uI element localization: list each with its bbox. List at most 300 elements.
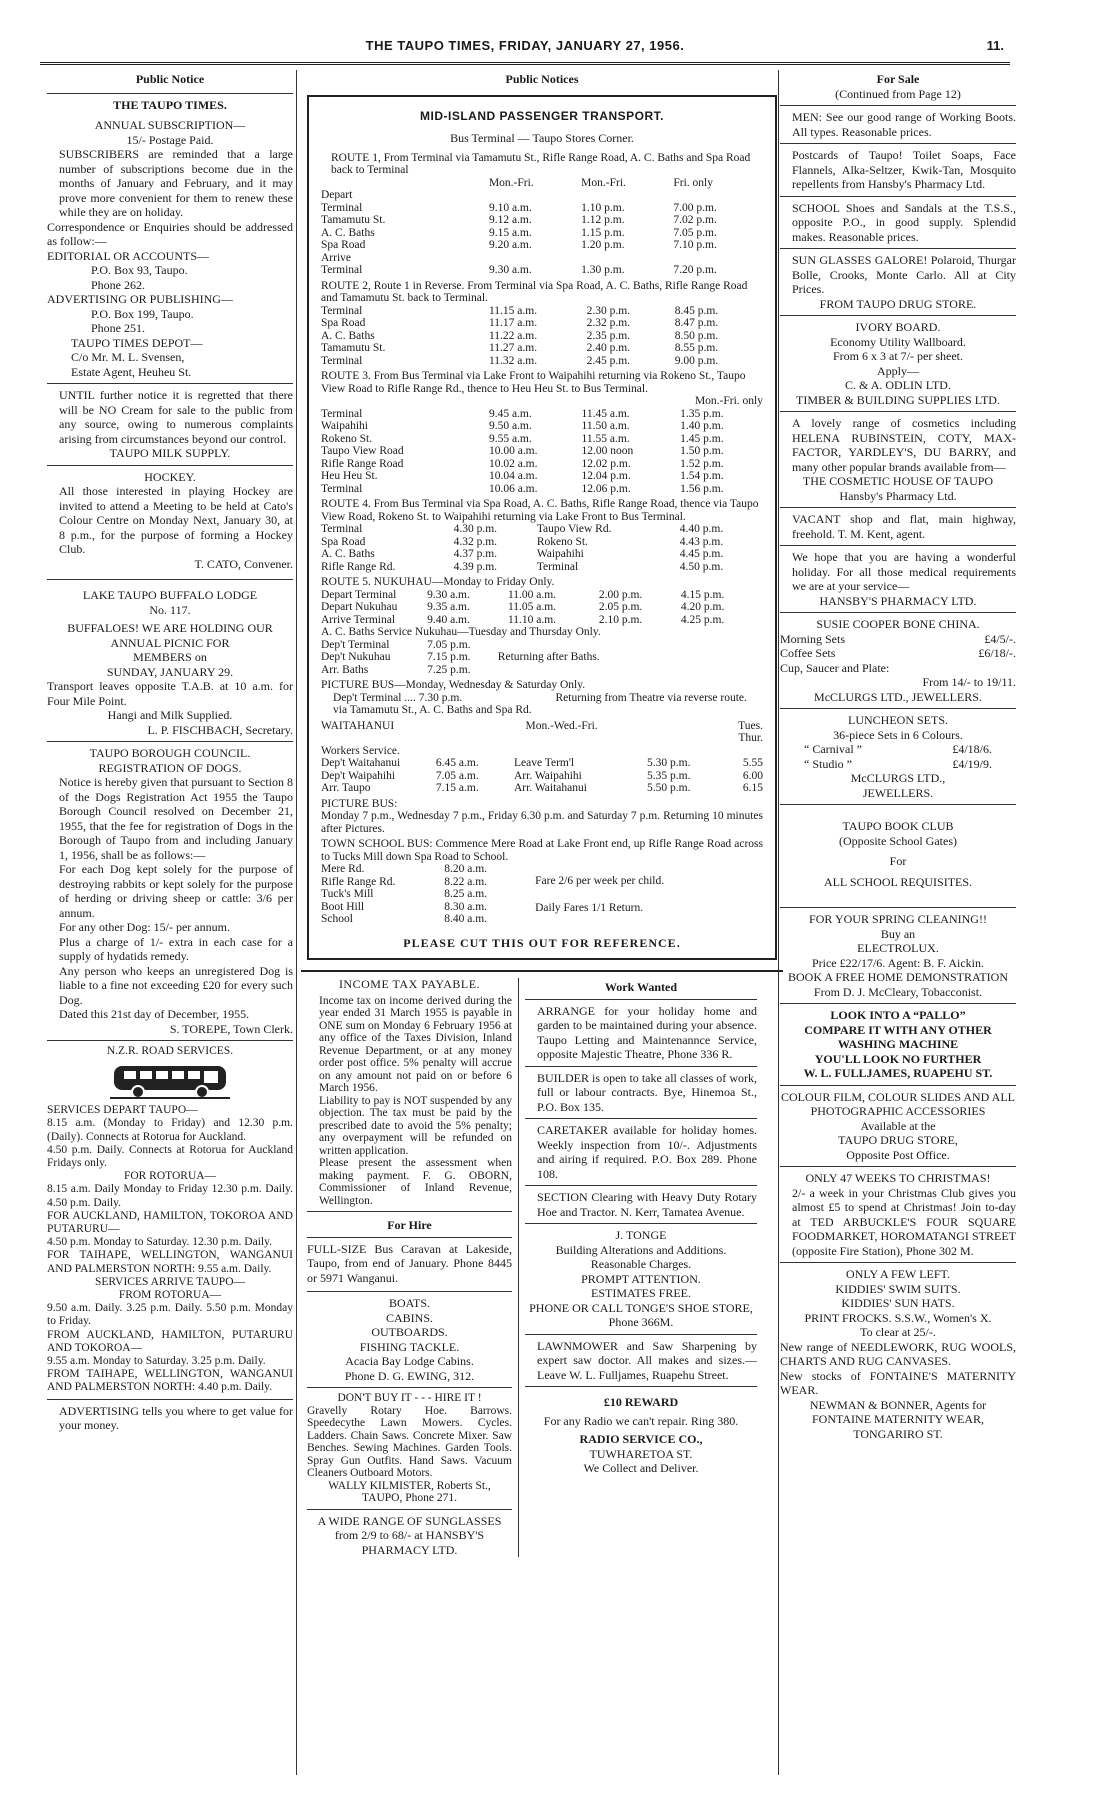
- stop-time: 7.25 p.m.: [427, 663, 471, 676]
- hire-it-sign: WALLY KILMISTER, Roberts St., TAUPO, Phone 271.: [328, 1479, 491, 1504]
- timetable-mid-island-transport: [307, 95, 777, 961]
- stop-name: Heu Heu St.: [321, 470, 378, 482]
- ivory-title: IVORY BOARD.: [855, 320, 941, 334]
- table-row: [321, 483, 763, 496]
- waitahanui-table: [321, 757, 763, 795]
- radio-service-address: TUWHARETOA ST.: [589, 1446, 693, 1461]
- route-2-head: ROUTE 2, Route 1 in Reverse. From Terminal via Spa Road, A. C. Baths, Rifle Range Road and Tamamutu St. back to Terminal.: [321, 279, 748, 304]
- stop-time: 5.50 p.m.: [647, 782, 691, 794]
- tonge-line-5: PHONE OR CALL TONGE'S SHOE STORE, Phone 366M.: [529, 1300, 753, 1329]
- pharmacy-body: We hope that you are having a wonderful holiday. For all those medical requirements we are at your service—: [792, 550, 1016, 593]
- notice-hockey: [47, 465, 293, 572]
- nzr-depart-2: 4.50 p.m. Daily. Connects at Rotorua for Auckland Fridays only.: [47, 1143, 293, 1170]
- buffalo-body: Transport leaves opposite T.A.B. at 10 a.m. for Four Mile Point.: [47, 679, 293, 708]
- notice-income-tax: [307, 978, 512, 1207]
- subscription-head: ANNUAL SUBSCRIPTION—: [94, 118, 246, 132]
- table-row: [321, 757, 763, 770]
- film-line-4: TAUPO DRUG STORE,: [838, 1133, 958, 1147]
- stop-time: 6.45 a.m.: [435, 757, 479, 769]
- electrolux-line-4: Price £22/17/6. Agent: B. F. Aickin.: [811, 955, 985, 970]
- route-3-head: ROUTE 3. From Bus Terminal via Lake Front to Waipahihi returning via Rokeno St., Taupo View Road to Rifle Range Rd., thence to Heu Heu St. to Bus Terminal.: [321, 370, 746, 395]
- bus-terminal: Bus Terminal — Taupo Stores Corner.: [450, 131, 634, 145]
- picture-bus-return: Returning from Theatre via reverse route.: [555, 691, 747, 704]
- stop-name: Tamamutu St.: [321, 214, 386, 226]
- sub-column-left: [301, 978, 519, 1557]
- nzr-from-auckland-times: 9.55 a.m. Monday to Saturday. 3.25 p.m. Daily.: [47, 1355, 266, 1368]
- sunglasses-body: SUN GLASSES GALORE! Polaroid, Thurgar Bolle, Crooks, Monte Carlo. All at City Prices.: [792, 253, 1016, 296]
- susie-cup: Cup, Saucer and Plate:: [780, 660, 890, 675]
- stop-name: Terminal: [321, 523, 363, 535]
- stop-name: School: [321, 913, 353, 925]
- stop-time: 10.00 a.m.: [488, 445, 538, 457]
- nzr-for-taihape: FOR TAIHAPE, WELLINGTON, WANGANUI AND PALMERSTON NORTH: 9.55 a.m. Daily.: [47, 1249, 293, 1275]
- list-item: [780, 757, 1016, 772]
- list-item: [780, 632, 1016, 647]
- ivory-line-5: TIMBER & BUILDING SUPPLIES LTD.: [796, 392, 1000, 407]
- advertising-head: ADVERTISING OR PUBLISHING—: [47, 292, 233, 306]
- section-header-for-sale: For Sale: [876, 72, 920, 86]
- list-item: [780, 742, 1016, 757]
- stop-time: 6.00: [742, 769, 763, 782]
- nzr-from-rotorua: FROM ROTORUA—: [118, 1289, 222, 1302]
- stop-name: Rifle Range Road: [321, 457, 404, 470]
- column-for-sale: [780, 70, 1016, 1770]
- stop-time: 12.02 p.m.: [581, 457, 631, 470]
- christmas-title: ONLY 47 WEEKS TO CHRISTMAS!: [805, 1171, 991, 1185]
- stop-time: 4.30 p.m.: [453, 523, 498, 535]
- cosmetics-ad: [780, 411, 1016, 503]
- stop-time: 9.00 p.m.: [674, 354, 719, 367]
- school-bus-table: [321, 863, 515, 926]
- nzr-from-taihape: FROM TAIHAPE, WELLINGTON, WANGANUI AND PALMERSTON NORTH: 4.40 p.m. Daily.: [47, 1368, 293, 1394]
- stop-time: 5.35 p.m.: [647, 769, 691, 782]
- stop-time: 8.50 p.m.: [674, 329, 719, 342]
- stop-name: A. C. Baths: [321, 226, 375, 239]
- tonge-line-4: ESTIMATES FREE.: [590, 1286, 691, 1300]
- route-5-head: ROUTE 5. NUKUHAU—Monday to Friday Only.: [321, 576, 555, 588]
- stop-time: 4.32 p.m.: [453, 535, 498, 548]
- section-clearing-ad: SECTION Clearing with Heavy Duty Rotary Hoe and Tractor. N. Kerr, Tamatea Avenue.: [525, 1185, 757, 1219]
- cosmetics-sign-2: Hansby's Pharmacy Ltd.: [839, 488, 957, 503]
- notice-dog-registration: [47, 741, 293, 1036]
- stop-time: 8.25 a.m.: [444, 888, 488, 900]
- masthead: [40, 34, 1010, 60]
- stop-time: 5.30 p.m.: [647, 757, 691, 769]
- christmas-body: 2/- a week in your Christmas Club gives you almost £5 to spend at Christmas! Join to-day at TED ARBUCKLE'S FOUR SQUARE FOODMARKET, HOROMATANGI STREET (opposite Fire Station), Phone 302 M.: [792, 1185, 1016, 1258]
- stop-time: 10.04 a.m.: [488, 470, 538, 482]
- stop-name: Terminal: [321, 354, 363, 367]
- stop-time: 12.00 noon: [581, 445, 634, 457]
- sunglasses-galore-ad: [780, 248, 1016, 311]
- stop-name: Depart Nukuhau: [321, 601, 398, 613]
- stop-time: 6.15: [742, 782, 763, 794]
- buffalo-sign: L. P. FISCHBACH, Secretary.: [147, 722, 293, 737]
- susie-from: From 14/- to 19/11.: [922, 675, 1016, 689]
- table-row: [321, 355, 763, 368]
- school-bus-head: TOWN SCHOOL BUS: Commence Mere Road at Lake Front end, up Rifle Range Road across to Tucks Mill down Spa Road to School.: [321, 838, 763, 863]
- stop-time: 8.40 a.m.: [444, 913, 488, 925]
- stop-time: 4.40 p.m.: [679, 523, 724, 535]
- colour-film-ad: [780, 1085, 1016, 1163]
- stop-name: Terminal: [321, 407, 363, 420]
- table-row: [321, 863, 515, 876]
- masthead-rule: [40, 62, 1010, 65]
- book-club-ad: [780, 804, 1016, 903]
- timetable-title: MID-ISLAND PASSENGER TRANSPORT.: [420, 108, 664, 123]
- reward-title: £10 REWARD: [603, 1395, 679, 1409]
- hire-it-title: DON'T BUY IT - - - HIRE IT !: [337, 1392, 482, 1404]
- stop-time: 2.30 p.m.: [586, 304, 631, 317]
- electrolux-line-3: ELECTROLUX.: [857, 941, 939, 955]
- stop-time: 11.55 a.m.: [581, 432, 630, 445]
- film-line-3: Available at the: [860, 1118, 936, 1133]
- subscription-body: SUBSCRIBERS are reminded that a large number of subscriptions become due in the months of January and February, and it may prove more convenient for them to renew these while they are on holiday.: [59, 147, 293, 219]
- book-line-1: (Opposite School Gates): [839, 833, 957, 848]
- table-row: [321, 601, 763, 614]
- editorial-phone: Phone 262.: [91, 277, 145, 292]
- book-line-3: ALL SCHOOL REQUISITES.: [823, 874, 973, 889]
- ewing-phone: Phone D. G. EWING, 312.: [344, 1368, 475, 1383]
- stop-name: Depart Terminal: [321, 588, 397, 601]
- table-row: [321, 252, 763, 265]
- table-row: [321, 548, 763, 561]
- picture-bus-2-body: Monday 7 p.m., Wednesday 7 p.m., Friday 6.30 p.m. and Saturday 7 p.m. Returning 10 minutes after Pictures.: [321, 810, 763, 835]
- hire-it-body: Gravelly Rotary Hoe. Barrows. Speedecythe Lawn Mowers. Cycles. Ladders. Chain Saws. Concrete Mixer. Saw Benches. Sewing Machines. Garden Tools. Spray Gun Outfits. Hand Saws. Vacuum Cleaners Outboard Motors.: [307, 1404, 512, 1479]
- stop-name: Boot Hill: [321, 900, 365, 913]
- advertising-phone: Phone 251.: [91, 321, 145, 335]
- electrolux-line-2: Buy an: [880, 926, 916, 941]
- buffalo-title: LAKE TAUPO BUFFALO LODGE: [82, 588, 258, 602]
- stop-time: 8.45 p.m.: [674, 304, 719, 317]
- men-boots-ad: MEN: See our good range of Working Boots. All types. Reasonable prices.: [780, 105, 1016, 139]
- milk-sign: TAUPO MILK SUPPLY.: [109, 446, 231, 460]
- waitahanui-days-2: Tues. Thur.: [738, 719, 763, 744]
- picture-bus-head: PICTURE BUS—Monday, Wednesday & Saturday Only.: [321, 679, 586, 691]
- table-row: [321, 913, 515, 926]
- editorial-box: P.O. Box 93, Taupo.: [91, 263, 188, 277]
- dogs-para-1: Notice is hereby given that pursuant to Section 8 of the Dogs Registration Act 1955 the Taupo Borough Council resolved on December 21, 1955, that the fee for registration of Dogs in the Borough of Taupo from and including January 1, 1956, shall be as follows:—: [59, 775, 293, 862]
- nzr-rotorua-times: 8.15 a.m. Daily Monday to Friday 12.30 p.m. Daily. 4.50 p.m. Daily.: [47, 1183, 293, 1209]
- boats-line: BOATS.: [388, 1296, 430, 1310]
- left-line-7: New stocks of FONTAINE'S MATERNITY WEAR.: [780, 1368, 1016, 1397]
- stop-time: 8.55 p.m.: [674, 342, 719, 354]
- correspondence-note: Correspondence or Enquiries should be addressed as follow:—: [47, 219, 293, 248]
- buffalo-line-1: BUFFALOES! WE ARE HOLDING OUR ANNUAL PICNIC FOR: [67, 621, 273, 650]
- stop-name: Rifle Range Rd.: [321, 560, 396, 573]
- table-row: [321, 770, 763, 783]
- ivory-line-2: From 6 x 3 at 7/- per sheet.: [833, 349, 963, 363]
- table-row: [321, 614, 763, 627]
- continued-note: (Continued from Page 12): [835, 86, 961, 101]
- table-row: [321, 330, 763, 343]
- arrange-ad: ARRANGE for your holiday home and garden to be maintained during your absence. Taupo Letting and Maintenannce Service, opposite Majestic Theatre, Phone 336 R.: [525, 999, 757, 1062]
- table-row: [321, 264, 763, 277]
- stop-time: 11.17 a.m.: [488, 317, 538, 329]
- bus-icon: [110, 1062, 230, 1100]
- electrolux-line-5: BOOK A FREE HOME DEMONSTRATION: [787, 970, 1008, 984]
- stop-time: 1.10 p.m.: [581, 201, 625, 214]
- item-name: “ Carnival ”: [804, 742, 862, 756]
- page-number: 11.: [986, 38, 1004, 53]
- subscription-price: 15/- Postage Paid.: [126, 132, 214, 147]
- stop-time: 11.05 a.m.: [507, 601, 557, 613]
- milk-body: UNTIL further notice it is regretted that there will be NO Cream for sale to the public from any source, owing to numerous complaints arising from circumstances beyond our control.: [59, 388, 293, 446]
- route-1-col: Mon.-Fri.: [581, 176, 626, 189]
- table-row: [321, 189, 763, 202]
- ivory-line-3: Apply—: [877, 363, 919, 378]
- boats-ad: [307, 1291, 512, 1383]
- masthead-title: THE TAUPO TIMES, FRIDAY, JANUARY 27, 1956.: [365, 38, 685, 53]
- stop-name: Arr. Waitahanui: [513, 782, 587, 794]
- table-row: [321, 561, 763, 574]
- tonge-line-3: PROMPT ATTENTION.: [581, 1271, 701, 1286]
- stop-time: 2.45 p.m.: [586, 354, 631, 367]
- film-line-2: PHOTOGRAPHIC ACCESSORIES: [810, 1104, 986, 1118]
- notice-advertising: [47, 1399, 293, 1433]
- electrolux-line-6: From D. J. McCleary, Tobacconist.: [813, 984, 983, 999]
- stop-time: 1.20 p.m.: [581, 239, 625, 251]
- stop-time: 11.45 a.m.: [581, 407, 630, 420]
- stop-time: 9.45 a.m.: [488, 407, 532, 420]
- stop-name: Taupo View Rd.: [536, 523, 612, 535]
- picture-bus-details: [321, 692, 763, 717]
- table-row: [321, 470, 763, 483]
- school-bus-details: [321, 863, 763, 926]
- stop-time: 11.27 a.m.: [488, 342, 538, 354]
- table-row: [321, 651, 763, 664]
- section-header-public-notices: Public Notices: [505, 72, 579, 86]
- picture-bus-2-head: PICTURE BUS:: [321, 797, 398, 810]
- stop-time: 7.05 p.m.: [673, 226, 717, 239]
- stop-name: Rokeno St.: [321, 432, 373, 445]
- stop-time: 8.20 a.m.: [444, 863, 488, 875]
- picture-bus-depart: Dep't Terminal .... 7.30 p.m.: [333, 691, 463, 704]
- buffalo-line-3: SUNDAY, JANUARY 29.: [106, 664, 234, 679]
- advertising-slogan: ADVERTISING tells you where to get value for your money.: [59, 1403, 293, 1433]
- stop-name: Dep't Waipahihi: [321, 769, 396, 782]
- radio-service-tagline: We Collect and Deliver.: [583, 1461, 699, 1475]
- left-line-8: NEWMAN & BONNER, Agents for FONTAINE MATERNITY WEAR, TONGARIRO ST.: [809, 1397, 987, 1441]
- baths-note: Returning after Baths.: [497, 651, 600, 663]
- section-for-hire: [307, 1211, 512, 1557]
- table-row: [321, 589, 763, 602]
- outboards-line: OUTBOARDS.: [371, 1325, 448, 1339]
- route-1-head: ROUTE 1, From Terminal via Tamamutu St., Rifle Range Road, A. C. Baths and Spa Road back to Terminal: [331, 151, 751, 176]
- stop-name: Rokeno St.: [536, 535, 588, 548]
- table-row: [321, 239, 763, 252]
- stop-name: Spa Road: [321, 317, 366, 329]
- stop-name: Arrive: [321, 251, 352, 264]
- hockey-body: All those interested in playing Hockey are invited to attend a Meeting to be held at Cato's Colour Centre on Monday Next, January 30, at 8 p.m., for the purpose of forming a Hockey Club.: [59, 484, 293, 556]
- left-line-3: KIDDIES' SUN HATS.: [841, 1296, 955, 1310]
- stop-time: 1.50 p.m.: [680, 445, 724, 457]
- luncheon-sets-ad: [780, 708, 1016, 800]
- section-header-for-hire: For Hire: [387, 1218, 432, 1232]
- luncheon-sign: McCLURGS LTD.,: [850, 771, 946, 785]
- route-1-col: Fri. only: [673, 176, 714, 189]
- pallo-line-2: COMPARE IT WITH ANY OTHER: [804, 1022, 992, 1037]
- buffalo-no: No. 117.: [149, 602, 191, 617]
- stop-name: Arr. Baths: [321, 663, 369, 676]
- nzr-title: N.Z.R. ROAD SERVICES.: [106, 1045, 234, 1057]
- route-3-col: Mon.-Fri. only: [694, 395, 763, 407]
- stop-time: 8.22 a.m.: [444, 875, 488, 888]
- stop-time: 2.40 p.m.: [586, 342, 631, 354]
- notice-milk-supply: [47, 383, 293, 461]
- pallo-line-1: LOOK INTO A “PALLO”: [830, 1008, 966, 1022]
- book-line-2: For: [889, 854, 907, 868]
- tax-para-1: Income tax on income derived during the year ended 31 March 1955 is payable in ONE sum on Monday 6 February 1956 at any office of the Taxes Division, Inland Revenue Department, or at any money order post office. 5% penalty will accrue on any amount not paid on or before 6 March 1956.: [319, 994, 512, 1094]
- dogs-para-2: For each Dog kept solely for the purpose of destroying rabbits or kept solely for the purpose of herding or driving sheep or cattle: 3/6 per annum.: [59, 862, 293, 920]
- table-row: [321, 202, 763, 215]
- stop-name: Waipahihi: [321, 420, 368, 432]
- tonge-ad: [525, 1223, 757, 1330]
- stop-name: Taupo View Road: [321, 445, 404, 457]
- school-shoes-ad: SCHOOL Shoes and Sandals at the T.S.S., opposite P.O., in good supply. Splendid makes. Reasonable prices.: [780, 196, 1016, 245]
- book-title: TAUPO BOOK CLUB: [842, 819, 954, 833]
- stop-time: 1.40 p.m.: [680, 420, 724, 432]
- stop-time: 9.50 a.m.: [488, 420, 532, 432]
- stop-name: Leave Term'l: [513, 757, 575, 769]
- buffalo-line-2: MEMBERS on: [133, 650, 207, 664]
- table-row: [321, 901, 515, 914]
- pharmacy-sign: HANSBY'S PHARMACY LTD.: [819, 593, 977, 608]
- cut-out-footer: PLEASE CUT THIS OUT FOR REFERENCE.: [403, 935, 681, 950]
- item-price: £4/5/-.: [984, 631, 1016, 646]
- notice-nzr-road-services: [47, 1040, 293, 1395]
- column-public-notice: [47, 70, 293, 1770]
- column-public-notices: [301, 70, 783, 1770]
- stop-time: 1.54 p.m.: [680, 470, 724, 482]
- table-row: [321, 214, 763, 227]
- stop-name: A. C. Baths: [321, 548, 375, 560]
- depot-line-1: C/o Mr. M. L. Svensen,: [71, 350, 185, 364]
- builder-ad: BUILDER is open to take all classes of work, full or labour contracts. Bye, Hinemoa St., P.O. Box 135.: [525, 1066, 757, 1115]
- acacia-line: Acacia Bay Lodge Cabins.: [345, 1354, 474, 1368]
- newman-bonner-ad: [780, 1262, 1016, 1441]
- stop-time: 10.06 a.m.: [488, 482, 538, 495]
- stop-time: 2.35 p.m.: [586, 329, 631, 342]
- stop-time: 9.40 a.m.: [427, 613, 470, 626]
- baths-service-head: A. C. Baths Service Nukuhau—Tuesday and Thursday Only.: [321, 626, 601, 638]
- dogs-para-4: Plus a charge of 1/- extra in each case for a supply of hydatids remedy.: [59, 934, 293, 963]
- advertising-box: P.O. Box 199, Taupo.: [91, 306, 194, 321]
- table-row: [321, 876, 515, 889]
- tonge-name: J. TONGE: [615, 1228, 667, 1242]
- nzr-from-rotorua-times: 9.50 a.m. Daily. 3.25 p.m. Daily. 5.50 p.m. Monday to Friday.: [47, 1302, 293, 1328]
- dogs-para-5: Any person who keeps an unregistered Dog is liable to a fine not exceeding £20 for every such Dog.: [59, 963, 293, 1007]
- left-line-1: ONLY A FEW LEFT.: [846, 1267, 950, 1281]
- stop-time: 11.50 a.m.: [581, 420, 630, 432]
- table-row: [321, 639, 763, 652]
- stop-name: Terminal: [321, 201, 363, 214]
- stop-time: 7.05 a.m.: [435, 769, 479, 782]
- table-row: [321, 408, 763, 421]
- table-row: [321, 536, 763, 549]
- pallo-line-4: YOU'LL LOOK NO FURTHER: [814, 1051, 982, 1066]
- daily-fare: Daily Fares 1/1 Return.: [535, 901, 644, 914]
- waitahanui-days: Mon.-Wed.-Fri.: [525, 719, 598, 732]
- film-line-1: COLOUR FILM, COLOUR SLIDES AND ALL: [780, 1089, 1015, 1104]
- stop-time: 11.10 a.m.: [507, 613, 557, 626]
- hockey-title: HOCKEY.: [144, 469, 196, 484]
- table-row: [321, 445, 763, 458]
- school-fare: Fare 2/6 per week per child.: [535, 875, 665, 887]
- stop-name: Terminal: [536, 560, 579, 573]
- table-row: [321, 782, 763, 795]
- dogs-sign: S. TOREPE, Town Clerk.: [169, 1021, 293, 1036]
- section-header-work-wanted: Work Wanted: [604, 980, 678, 994]
- section-header-public-notice: Public Notice: [47, 72, 293, 94]
- table-row: [321, 888, 515, 901]
- stop-time: 5.55: [742, 757, 763, 769]
- left-line-4: PRINT FROCKS. S.S.W., Women's X.: [804, 1310, 992, 1325]
- susie-title: SUSIE COOPER BONE CHINA.: [816, 617, 980, 631]
- stop-time: 12.06 p.m.: [581, 482, 631, 495]
- nzr-depart-1: 8.15 a.m. (Monday to Friday) and 12.30 p.m. (Daily). Connects at Rotorua for Auckland.: [47, 1117, 293, 1143]
- stop-name: Terminal: [321, 304, 363, 317]
- waitahanui-workers: Workers Service.: [321, 744, 400, 757]
- notice-title: THE TAUPO TIMES.: [113, 97, 227, 112]
- stop-name: Dep't Nukuhau: [321, 651, 391, 663]
- stop-name: Arrive Terminal: [321, 613, 396, 626]
- editorial-head: EDITORIAL OR ACCOUNTS—: [47, 248, 210, 263]
- stop-name: Tamamutu St.: [321, 342, 386, 354]
- stop-time: 7.10 p.m.: [673, 239, 717, 251]
- ivory-line-4: C. & A. ODLIN LTD.: [845, 378, 951, 392]
- stop-time: 7.15 p.m.: [427, 651, 471, 663]
- pallo-line-5: W. L. FULLJAMES, RUAPEHU ST.: [803, 1066, 993, 1080]
- stop-name: Arr. Waipahihi: [513, 769, 582, 782]
- ivory-board-ad: [780, 315, 1016, 407]
- stop-name: Dep't Waitahanui: [321, 757, 401, 769]
- pallo-line-3: WASHING MACHINE: [837, 1037, 959, 1051]
- item-price: £6/18/-.: [978, 646, 1016, 660]
- electrolux-ad: [780, 907, 1016, 999]
- left-line-2: KIDDIES' SWIM SUITS.: [835, 1281, 961, 1296]
- item-price: £4/19/9.: [952, 756, 992, 771]
- table-row: [321, 317, 763, 330]
- item-name: “ Studio ”: [804, 756, 852, 771]
- table-row: [321, 458, 763, 471]
- luncheon-title: LUNCHEON SETS.: [847, 713, 948, 727]
- depot-head: TAUPO TIMES DEPOT—: [71, 335, 203, 350]
- stop-time: 1.52 p.m.: [680, 457, 724, 470]
- postcards-ad: Postcards of Taupo! Toilet Soaps, Face Flannels, Alka-Seltzer, Kwik-Tan, Mosquito repellents from Hansby's Pharmacy Ltd.: [780, 143, 1016, 192]
- susie-sign: McCLURGS LTD., JEWELLERS.: [814, 689, 982, 704]
- stop-name: Spa Road: [321, 535, 366, 548]
- depot-line-2: Estate Agent, Heuheu St.: [71, 364, 192, 379]
- table-row: [321, 305, 763, 318]
- tax-title: INCOME TAX PAYABLE.: [338, 977, 481, 991]
- radio-service-name: RADIO SERVICE CO.,: [579, 1432, 703, 1446]
- reward-body: For any Radio we can't repair. Ring 380.: [543, 1413, 739, 1428]
- ivory-line-1: Economy Utility Wallboard.: [830, 334, 966, 349]
- dogs-title-1: TAUPO BOROUGH COUNCIL.: [89, 746, 251, 760]
- hire-it-ad: [307, 1387, 512, 1505]
- route-4-table: [321, 523, 763, 573]
- tackle-line: FISHING TACKLE.: [359, 1339, 460, 1354]
- stop-time: 8.30 a.m.: [444, 900, 488, 913]
- stop-name: Waipahihi: [536, 548, 584, 560]
- stop-time: 9.20 a.m.: [488, 239, 532, 251]
- nzr-from-auckland: FROM AUCKLAND, HAMILTON, PUTARURU AND TOKOROA—: [47, 1328, 293, 1354]
- lawnmower-ad: LAWNMOWER and Saw Sharpening by expert saw doctor. All makes and sizes.—Leave W. L. Fulljames, Ruapehu Street.: [525, 1334, 757, 1383]
- table-row: [321, 420, 763, 433]
- stop-time: 4.50 p.m.: [679, 560, 724, 573]
- nzr-depart-head: SERVICES DEPART TAUPO—: [47, 1104, 198, 1117]
- sub-column-right: [519, 978, 763, 1557]
